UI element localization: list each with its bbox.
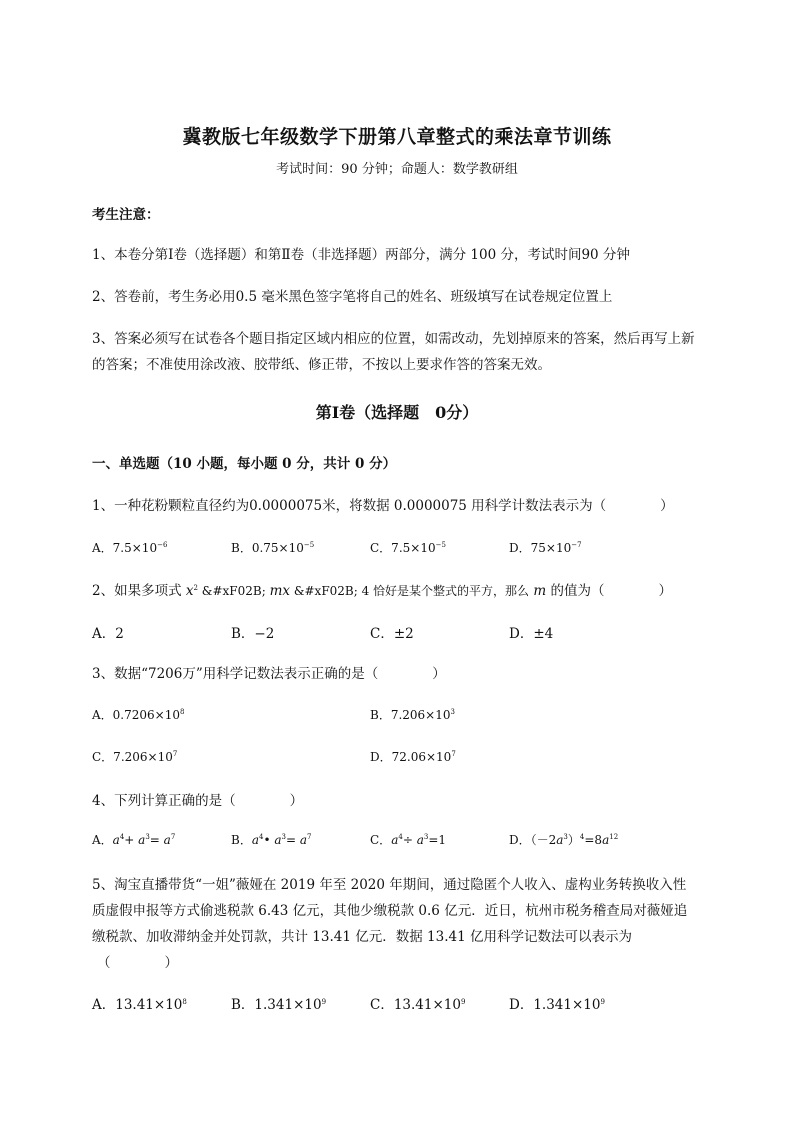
q3-option-d[interactable]: D．$72.06\times 10^7$ bbox=[370, 750, 456, 764]
q3-option-b[interactable]: B．$7.206\times 10^3$ bbox=[370, 708, 455, 722]
q5-option-b[interactable]: B．$1.341\times 10^9$ bbox=[231, 997, 327, 1013]
question-1-stem: 1、一种花粉颗粒直径约为0.0000075米，将数据 0.0000075 用科学计数法表示为（ ） bbox=[92, 498, 674, 514]
q3-option-c[interactable]: C．$7.206\times 10^7$ bbox=[92, 750, 178, 764]
q3-option-a[interactable]: A．$0.7206\times 10^8$ bbox=[92, 708, 185, 722]
q4-option-a[interactable]: A．$a^4+ a^3= a^7$ bbox=[92, 833, 176, 847]
q2-option-a[interactable]: A．2 bbox=[92, 626, 124, 642]
question-4-stem: 4、下列计算正确的是（ ） bbox=[92, 793, 304, 809]
q5-option-c[interactable]: C．$13.41\times 10^9$ bbox=[370, 997, 466, 1013]
section-title: 第Ⅰ卷（选择题 0分） bbox=[315, 403, 479, 422]
question-5-stem-line-3: 缴税款、加收滞纳金并处罚款，共计 13.41 亿元．数据 13.41 亿用科学记数法可以表示为 bbox=[92, 929, 632, 945]
q1-option-b[interactable]: B．$0.75\times 10^{-5}$ bbox=[231, 541, 315, 555]
question-5-stem-line-1: 5、淘宝直播带货“一姐”薇娅在 2019 年至 2020 年期间，通过隐匿个人收入、虚构业务转换收入性 bbox=[92, 877, 687, 893]
q4-option-c[interactable]: C．$a^4\div a^3=1$ bbox=[370, 833, 447, 847]
q1-option-a[interactable]: A．$7.5\times 10^{-6}$ bbox=[92, 541, 168, 555]
page-subtitle: 考试时间：90 分钟；命题人：数学教研组 bbox=[276, 162, 518, 177]
notice-heading: 考生注意： bbox=[92, 207, 160, 223]
q2-option-d[interactable]: D．±4 bbox=[509, 626, 554, 642]
q5-option-d[interactable]: D．$1.341\times 10^9$ bbox=[509, 997, 605, 1013]
notice-item-1: 1、本卷分第Ⅰ卷（选择题）和第Ⅱ卷（非选择题）两部分，满分 100 分，考试时间90 分钟 bbox=[92, 247, 630, 263]
q2-option-b[interactable]: B．−2 bbox=[231, 626, 275, 642]
q1-option-c[interactable]: C．$7.5\times 10^{-5}$ bbox=[370, 541, 446, 555]
part-heading: 一、单选题（10 小题，每小题 0 分，共计 0 分） bbox=[92, 456, 397, 472]
notice-item-2: 2、答卷前，考生务必用0.5 毫米黑色签字笔将自己的姓名、班级填写在试卷规定位置上 bbox=[92, 289, 613, 305]
page-title: 冀教版七年级数学下册第八章整式的乘法章节训练 bbox=[182, 126, 612, 148]
question-3-stem: 3、数据“7206万”用科学记数法表示正确的是（ ） bbox=[92, 666, 446, 682]
q5-option-a[interactable]: A．$13.41\times 10^8$ bbox=[92, 997, 187, 1013]
q2-option-c[interactable]: C．±2 bbox=[370, 626, 414, 642]
q4-option-b[interactable]: B．$a^4•$ $a^3= a^7$ bbox=[231, 833, 312, 847]
question-5-stem-line-2: 质虚假申报等方式偷逃税款 6.43 亿元，其他少缴税款 0.6 亿元．近日，杭州市税务稽查局对薇娅追 bbox=[92, 903, 688, 919]
q4-option-d[interactable]: D．$(-2a^3)^4=8a^{12}$ bbox=[509, 833, 619, 847]
question-2-stem: 2、如果多项式 $x^2$ &#xF02B; mx &#xF02B; 4 恰好是某个整式的平方，那么 m 的值为（ ） bbox=[92, 583, 672, 599]
question-5-stem-line-4: （ ） bbox=[97, 955, 178, 971]
q1-option-d[interactable]: D．$75\times 10^{-7}$ bbox=[509, 541, 582, 555]
notice-item-3: 3、答案必须写在试卷各个题目指定区域内相应的位置，如需改动，先划掉原来的答案，然后再写上新 bbox=[92, 331, 695, 347]
notice-item-3-cont: 的答案；不准使用涂改液、胶带纸、修正带，不按以上要求作答的答案无效。 bbox=[92, 357, 551, 373]
